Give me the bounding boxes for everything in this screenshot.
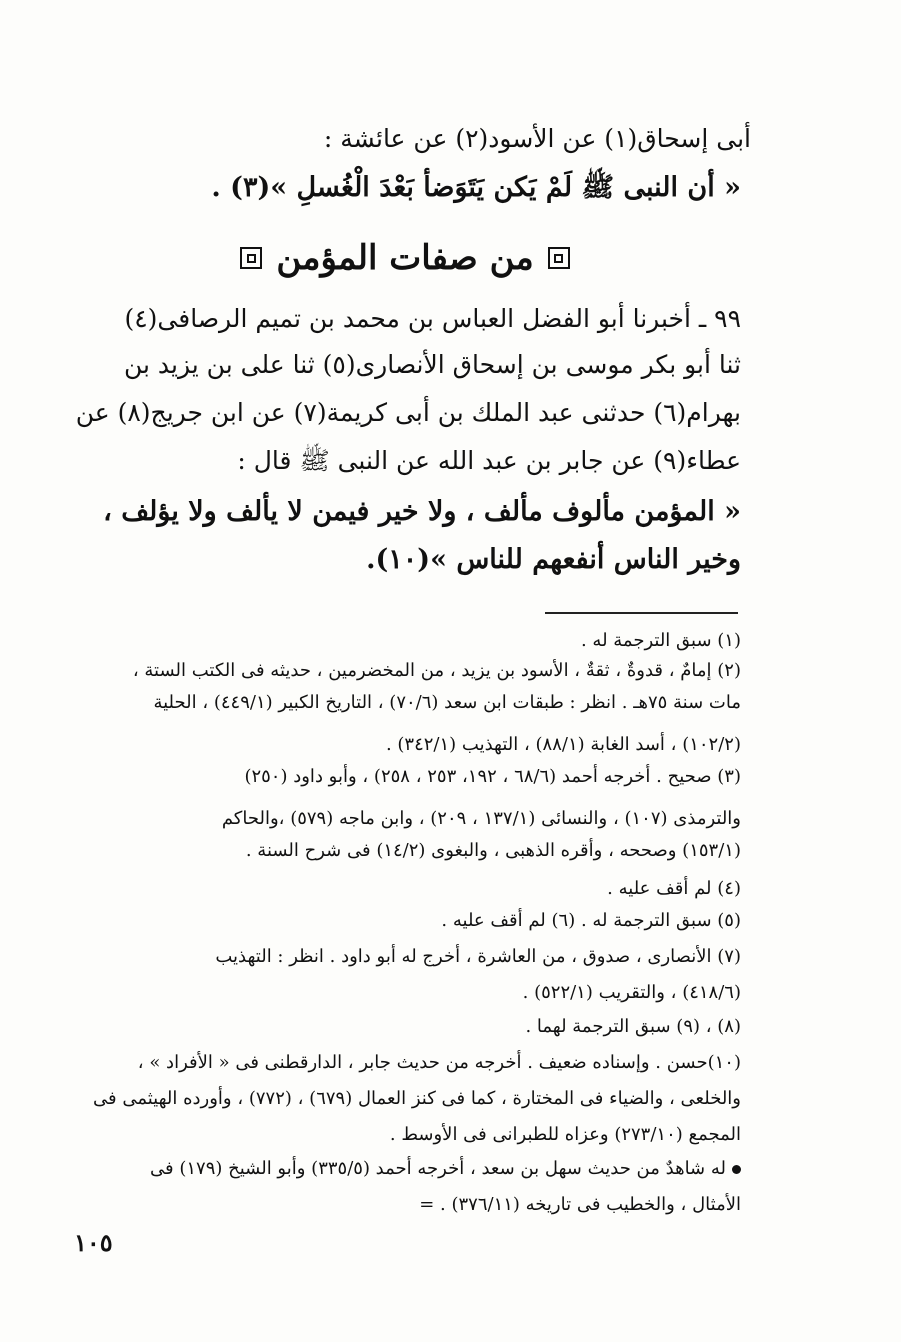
- footnote-line: (١٠)حسن . وإسناده ضعيف . أخرجه من حديث جابر ، الدارقطنى فى « الأفراد » ،: [137, 1052, 741, 1073]
- footnote-line: (٨) ، (٩) سبق الترجمة لهما .: [525, 1016, 741, 1037]
- footnote-bullet-line: [150, 1158, 741, 1180]
- text-line: أبى إسحاق(١) عن الأسود(٢) عن عائشة :: [323, 124, 751, 153]
- footnote-line: (٥) سبق الترجمة له . (٦) لم أقف عليه .: [441, 910, 741, 931]
- frame-ornament-icon: [240, 247, 262, 269]
- footnote-line: (١٥٣/١) وصححه ، وأقره الذهبى ، والبغوى (١٤/٢) فى شرح السنة .: [245, 840, 741, 861]
- footnote-line: المجمع (٢٧٣/١٠) وعزاه للطبرانى فى الأوسط .: [389, 1124, 741, 1145]
- paragraph-line: ٩٩ ـ أخبرنا أبو الفضل العباس بن محمد بن تميم الرصافى(٤): [124, 304, 741, 333]
- footnote-line: والترمذى (١٠٧) ، والنسائى (١٣٧/١ ، ٢٠٩) ، وابن ماجه (٥٧٩) ،والحاكم: [221, 808, 741, 829]
- section-heading: [220, 232, 590, 284]
- footnote-line: والخلعى ، والضياء فى المختارة ، كما فى كنز العمال (٦٧٩) ، (٧٧٢) ، وأورده الهيثمى فى: [92, 1088, 741, 1109]
- hadith-line: وخير الناس أنفعهم للناس »(١٠).: [366, 544, 741, 575]
- paragraph-line: بهرام(٦) حدثنى عبد الملك بن أبى كريمة(٧) عن ابن جريج(٨) عن: [75, 398, 741, 427]
- footnote-line: (٢) إمامٌ ، قدوةٌ ، ثقةٌ ، الأسود بن يزيد ، من المخضرمين ، حديثه فى الكتب الستة ،: [132, 660, 741, 681]
- bullet-icon: [732, 1165, 741, 1174]
- footnote-text: له شاهدٌ من حديث سهل بن سعد ، أخرجه أحمد (٣٣٥/٥) وأبو الشيخ (١٧٩) فى: [150, 1158, 726, 1179]
- page-number: ١٠٥: [74, 1228, 113, 1257]
- hadith-line: « المؤمن مألوف مألف ، ولا خير فيمن لا يألف ولا يؤلف ،: [103, 496, 741, 527]
- footnote-line: مات سنة ٧٥هـ . انظر : طبقات ابن سعد (٧٠/٦) ، التاريخ الكبير (٤٤٩/١) ، الحلية: [153, 692, 741, 713]
- footnote-divider: [545, 612, 738, 614]
- footnote-line: (٧) الأنصارى ، صدوق ، من العاشرة ، أخرج له أبو داود . انظر : التهذيب: [215, 946, 741, 967]
- heading-title: من صفات المؤمن: [276, 238, 534, 278]
- frame-ornament-icon: [548, 247, 570, 269]
- footnote-line: (٤) لم أقف عليه .: [607, 878, 741, 899]
- paragraph-line: ثنا أبو بكر موسى بن إسحاق الأنصارى(٥) ثنا على بن يزيد بن: [123, 350, 741, 379]
- footnote-line: (٤١٨/٦) ، والتقريب (٥٢٢/١) .: [522, 982, 741, 1003]
- footnote-line: الأمثال ، والخطيب فى تاريخه (٣٧٦/١١) . =: [419, 1194, 741, 1215]
- footnote-line: (٣) صحيح . أخرجه أحمد (٦٨/٦ ، ١٩٢، ٢٥٣ ، ٢٥٨) ، وأبو داود (٢٥٠): [244, 766, 741, 787]
- footnote-line: (١٠٢/٢) ، أسد الغابة (٨٨/١) ، التهذيب (٣٤٢/١) .: [385, 734, 741, 755]
- footnote-line: (١) سبق الترجمة له .: [580, 630, 741, 651]
- text-line-bold: « أن النبى ﷺ لَمْ يَكن يَتَوَضأ بَعْدَ الْغُسلِ »(٣) .: [211, 172, 741, 203]
- paragraph-line: عطاء(٩) عن جابر بن عبد الله عن النبى ﷺ قال :: [237, 446, 741, 475]
